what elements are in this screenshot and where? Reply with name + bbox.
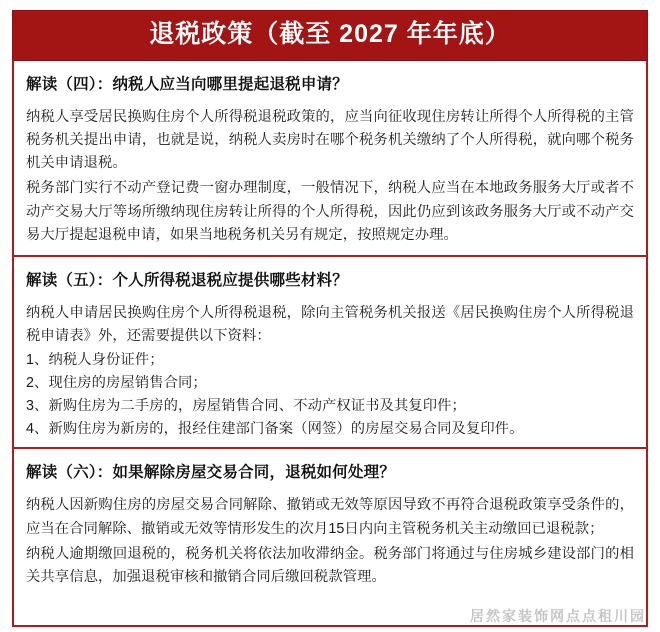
watermark-text: 居然家装饰网点点租川园: [470, 608, 646, 624]
section-interpretation-four: [14, 61, 646, 255]
section-paragraph: 税务部门实行不动产登记费一窗办理制度，一般情况下，纳税人应当在本地政务服务大厅或者不动产交易大厅等场所缴纳现住房转让所得的个人所得税，因此仍应到该政务服务大厅或不动产交易大厅提起退税申请，如果当地税务机关另有规定，按照规定办理。: [26, 180, 634, 243]
section-heading: 解读（六）：如果解除房屋交易合同，退税如何处理？: [26, 464, 396, 482]
section-paragraph: 纳税人逾期缴回退税的，税务机关将依法加收滞纳金。税务部门将通过与住房城乡建设部门的相关共享信息，加强退税审核和撤销合同后缴回税款管理。: [26, 545, 634, 585]
list-item: 4、新购住房为新房的，报经住建部门备案（网签）的房屋交易合同及复印件。: [26, 420, 524, 437]
document-body: [12, 61, 648, 627]
section-paragraph: 纳税人因新购住房的房屋交易合同解除、撤销或无效等原因导致不再符合退税政策享受条件的，应当在合同解除、撤销或无效等情形发生的次月15日内向主管税务机关主动缴回已退税款；: [26, 497, 634, 537]
section-heading: 解读（五）：个人所得税退税应提供哪些材料？: [26, 271, 348, 289]
list-item: 1、纳税人身份证件；: [26, 351, 164, 368]
list-item: 2、现住房的房屋销售合同；: [26, 374, 207, 391]
section-interpretation-five: [14, 255, 646, 447]
section-interpretation-six: [14, 447, 646, 597]
section-heading: 解读（四）：纳税人应当向哪里提起退税申请？: [26, 75, 348, 93]
list-item: 3、新购住房为二手房的，房屋销售合同、不动产权证书及其复印件；: [26, 397, 466, 414]
section-paragraph: 纳税人申请居民换购住房个人所得税退税，除向主管税务机关报送《居民换购住房个人所得税退税申请表》外，还需要提供以下资料：: [26, 305, 634, 345]
section-paragraph: 纳税人享受居民换购住房个人所得税退税政策的，应当向征收现住房转让所得个人所得税的主管税务机关提出申请，也就是说，纳税人卖房时在哪个税务机关缴纳了个人所得税，就向哪个税务机关申请退税。: [26, 109, 634, 172]
document-banner-title: 退税政策（截至 2027 年年底）: [12, 10, 648, 61]
